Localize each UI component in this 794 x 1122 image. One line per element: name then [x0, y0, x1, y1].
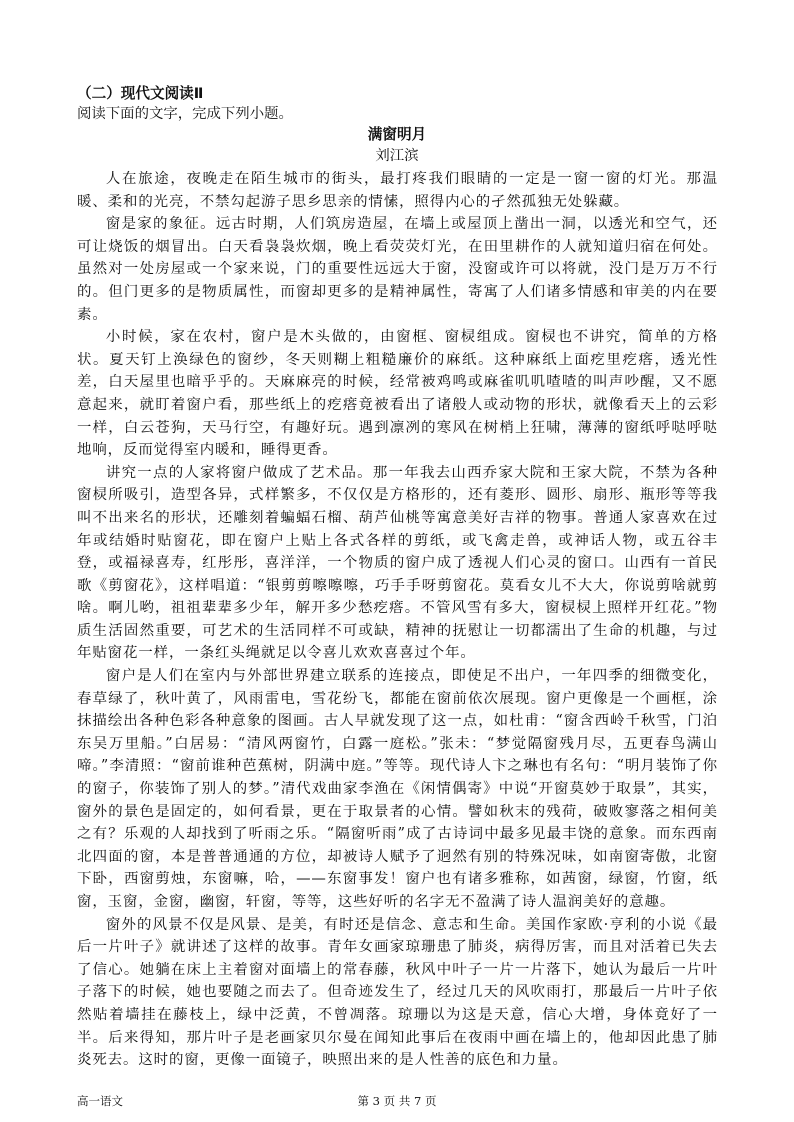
section-title: （二）现代文阅读Ⅱ — [77, 85, 204, 102]
article-paragraph: 窗外的风景不仅是风景、是美，有时还是信念、意志和生命。美国作家欧·亨利的小说《最后一片叶子》就讲述了这样的故事。青年女画家琼珊患了肺炎，病得厉害，而且对活着已失去了信心。她躺在床上主着窗对面墙上的常春藤，秋风中叶子一片一片落下，她认为最后一片叶子落下的时候，她也要随之而去了。但奇迹发生了，经过几天的风吹雨打，那最后一片叶子依然贴着墙挂在藤枝上，绿中泛黄，不曾凋落。琼珊以为这是天意，信心大增，身体竟好了一半。后来得知，那片叶子是老画家贝尔曼在闻知此事后在夜雨中画在墙上的，他却因此患了肺炎死去。这时的窗，更像一面镜子，映照出来的是人性善的底色和力量。 — [77, 916, 718, 1069]
article-paragraph: 窗户是人们在室内与外部世界建立联系的连接点，即使足不出户，一年四季的细微变化，春草绿了，秋叶黄了，风雨雷电，雪花纷飞，都能在窗前依次展现。窗户更像是一个画框，涂抹描绘出各种色彩各种意象的图画。古人早就发现了这一点，如杜甫：“窗含西岭千秋雪，门泊东吴万里船。”白居易：“清风两窗竹，白露一庭松。”张未：“梦觉隔窗残月尽，五更春鸟满山啼。”李清照：“窗前谁种芭蕉树，阴满中庭。”等等。现代诗人卞之琳也有名句：“明月装饰了你的窗子，你装饰了别人的梦。”清代戏曲家李渔在《闲情偶寄》中说“开窗莫妙于取景”，其实，窗外的景色是固定的，如何看景，更在于取景者的心情。譬如秋末的残荷，破败寥落之相何美之有？乐观的人却找到了听雨之乐。“隔窗听雨”成了古诗词中最多见最丰饶的意象。而东西南北四面的窗，本是普普通通的方位，却被诗人赋予了迥然有别的特殊况味，如南窗寄傲，北窗下卧，西窗剪烛，东窗嘛，哈，——东窗事发！窗户也有诸多雅称，如茜窗，绿窗，竹窗，纸窗，玉窗，金窗，幽窗，轩窗，等等，这些好听的名字无不盈满了诗人温润美好的意趣。 — [77, 668, 718, 910]
article-body — [77, 168, 718, 1072]
article-title: 满窗明月 — [367, 126, 427, 143]
article-paragraph: 窗是家的象征。远古时期，人们筑房造屋，在墙上或屋顶上凿出一洞，以透光和空气，还可让烧饭的烟冒出。白天看袅袅炊烟，晚上看荧荧灯光，在田里耕作的人就知道归宿在何处。虽然对一处房屋或一个家来说，门的重要性远远大于窗，没窗或许可以将就，没门是万万不行的。但门更多的是物质属性，而窗却更多的是精神属性，寄寓了人们诸多情感和审美的内在要素。 — [77, 216, 718, 323]
footer-page-number: 第 3 页 共 7 页 — [357, 1094, 437, 1108]
footer-subject: 高一语文 — [77, 1094, 123, 1108]
reading-instruction: 阅读下面的文字，完成下列小题。 — [77, 106, 293, 122]
article-paragraph: 小时候，家在农村，窗户是木头做的，由窗框、窗棂组成。窗棂也不讲究，简单的方格状。夏天钉上涣绿色的窗纱，冬天则糊上粗糙廉价的麻纸。这种麻纸上面疙里疙瘩，透光性差，白天屋里也暗乎乎的。天麻麻亮的时候，经常被鸡鸣或麻雀叽叽喳喳的叫声吵醒，又不愿意起来，就盯着窗户看，那些纸上的疙瘩竟被看出了诸般人或动物的形状，就像看天上的云彩一样，白云苍狗，天马行空，有趣好玩。遇到凛冽的寒风在树梢上狂啸，薄薄的窗纸呼哒呼哒地响，反而觉得室内暖和，睡得更香。 — [77, 329, 718, 459]
article-author: 刘江滨 — [375, 148, 419, 164]
article-paragraph: 人在旅途，夜晚走在陌生城市的街头，最打疼我们眼睛的一定是一窗一窗的灯光。那温暖、柔和的光亮，不禁勾起游子思乡思亲的情愫，照得内心的孑然孤独无处躲藏。 — [77, 171, 718, 210]
article-paragraph: 讲究一点的人家将窗户做成了艺术品。那一年我去山西乔家大院和王家大院，不禁为各种窗棂所吸引，造型各异，式样繁多，不仅仅是方格形的，还有菱形、圆形、扇形、瓶形等等我叫不出来名的形状，还雕刻着蝙蝠石榴、葫芦仙桃等寓意美好吉祥的物事。普通人家喜欢在过年或结婚时贴窗花，即在窗户上贴上各式各样的剪纸，或飞禽走兽，或神话人物，或五谷丰登，或福禄喜寿，红彤彤，喜洋洋，一个物质的窗户成了透视人们心灵的窗口。山西有一首民歌《剪窗花》，这样唱道：“银剪剪嚓嚓嚓，巧手手呀剪窗花。莫看女儿不大大，你说剪啥就剪啥。啊儿哟，祖祖辈辈多少年，解开多少愁疙瘩。不管风雪有多大，窗棂棂上照样开红花。”物质生活固然重要，可艺术的生活同样不可或缺，精神的抚慰让一切都濡出了生命的机趣，与过年贴窗花一样，一条红头绳就足以令喜儿欢欢喜喜过个年。 — [77, 464, 718, 662]
